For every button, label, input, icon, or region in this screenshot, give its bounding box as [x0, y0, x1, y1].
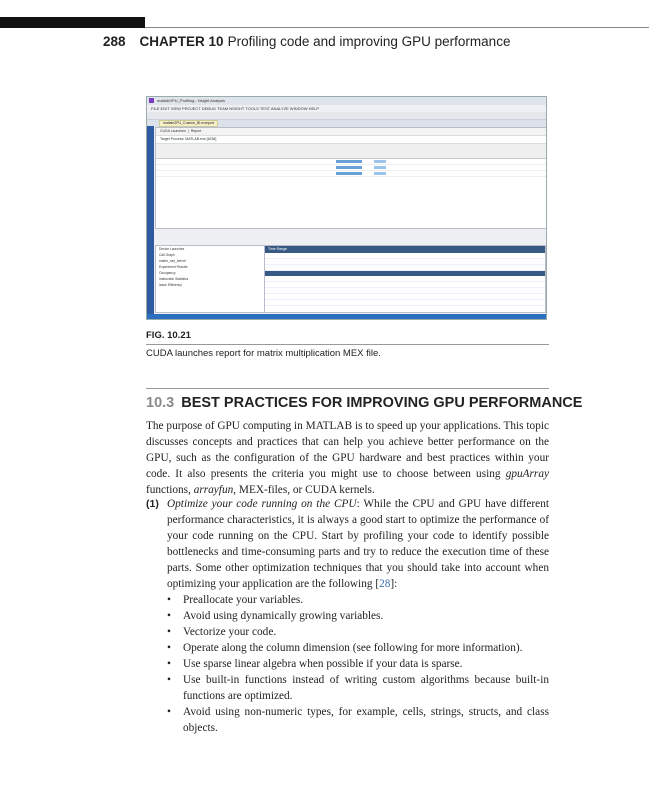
- list-item: • Operate along the column dimension (see following for more information).: [167, 640, 549, 656]
- list-item: • Avoid using dynamically growing variables.: [167, 608, 549, 624]
- intro-paragraph: The purpose of GPU computing in MATLAB is to speed up your applications. This topic discusses concepts and practices that can help you achieve better performance on the GPU, such as the configuration of the GPU hardware and best practices within your code. It also presents the criteria you might use to choose between using gpuArray functions, arrayfun, MEX-files, or CUDA kernels.: [146, 420, 549, 496]
- list-item: • Use sparse linear algebra when possible if your data is sparse.: [167, 656, 549, 672]
- page-number: 288: [103, 34, 126, 49]
- screenshot-side-rail: [147, 126, 154, 319]
- screenshot-tree-item: Experiment Results: [159, 265, 188, 269]
- screenshot-table-header: [156, 143, 546, 159]
- screenshot-selector-text: CUDA Launches: [160, 129, 186, 133]
- section-title: BEST PRACTICES FOR IMPROVING GPU PERFORMANCE: [181, 395, 583, 411]
- header-rule: [145, 27, 649, 28]
- visual-studio-icon: [149, 98, 154, 103]
- list-item: • Vectorize your code.: [167, 624, 549, 640]
- screenshot-tree-item: matrix_mul_kernel: [159, 259, 186, 263]
- screenshot-tree-item: Instruction Statistics: [159, 277, 189, 281]
- screenshot-titlebar: [147, 97, 546, 105]
- header-black-bar: [0, 17, 145, 28]
- numbered-item-1: (1) Optimize your code running on the CPU: While the CPU and GPU have different performance characteristics, it is always a good start to optimize the performance of your code running on the CPU. Start by profiling your code to identify possible bottlenecks and time-consuming parts and try to reduce the execution time of these parts. Some other optimization techniques that you should take into account when optimizing your application are the following [28]: • Preallocate your variables. • Avoid using dynamically growing variables. • Vectorize your code. • Operate along the column dimension (see following for more information). • Use sparse linear algebra when possible if your data is sparse. • Use built-in functions instead of writing custom algorithms because built-in functions are optimized. • Avoid using non-numeric types, for example, cells, strings, structs, and class objects.: [146, 496, 549, 736]
- screenshot-tab-2: Report: [190, 129, 202, 133]
- section-heading: [146, 395, 582, 411]
- screenshot-menubar: FILE EDIT VIEW PROJECT DEBUG TEAM NSIGHT TOOLS TEST ANALYZE WINDOW HELP: [147, 105, 546, 112]
- screenshot-tree-pane: [155, 245, 265, 313]
- screenshot-launch-table: [155, 127, 547, 229]
- screenshot-tree-item: Call Graph: [159, 253, 175, 257]
- list-item: • Use built-in functions instead of writing custom algorithms because built-in functions are optimized.: [167, 672, 549, 704]
- chapter-label: CHAPTER 10: [139, 34, 224, 49]
- caption-rule: [146, 344, 549, 345]
- screenshot-details-header: Time Range: [265, 246, 545, 253]
- figure-screenshot: [146, 96, 547, 320]
- figure-label: FIG. 10.21: [146, 330, 191, 341]
- list-item: • Avoid using non-numeric types, for example, cells, strings, structs, and class objects.: [167, 704, 549, 736]
- section-rule: [146, 388, 549, 389]
- gpuarray-term: gpuArray: [505, 468, 549, 480]
- arrayfun-term: arrayfun: [193, 484, 234, 496]
- screenshot-tabs: [147, 120, 546, 127]
- bullet-list: [167, 592, 549, 736]
- list-item: • Preallocate your variables.: [167, 592, 549, 608]
- screenshot-tree-item: Device Launches: [159, 247, 185, 251]
- figure-caption: CUDA launches report for matrix multiplication MEX file.: [146, 348, 381, 359]
- screenshot-process-line: Target Process: MATLAB.exe [6236]: [160, 137, 217, 141]
- running-head: [103, 34, 510, 49]
- screenshot-tree-item: Occupancy: [159, 271, 176, 275]
- screenshot-title: matlabGPU_Profiling - Nsight Analysis: [157, 98, 226, 103]
- screenshot-tree-item: Issue Efficiency: [159, 283, 182, 287]
- section-number: 10.3: [146, 395, 175, 411]
- item-marker: (1): [146, 498, 159, 510]
- screenshot-tab-report: matlabGPU_Custom_Bl.nvreport: [159, 120, 218, 127]
- chapter-title: Profiling code and improving GPU performance: [227, 34, 511, 49]
- citation-link[interactable]: 28: [379, 578, 391, 590]
- screenshot-table-row: [156, 171, 546, 177]
- item-heading: Optimize your code running on the CPU: [167, 498, 357, 510]
- screenshot-report-selector: CUDA Launches | Report: [156, 128, 546, 136]
- screenshot-toolbar: [147, 112, 546, 120]
- screenshot-statusbar: [147, 314, 546, 319]
- screenshot-details-pane: [264, 245, 546, 313]
